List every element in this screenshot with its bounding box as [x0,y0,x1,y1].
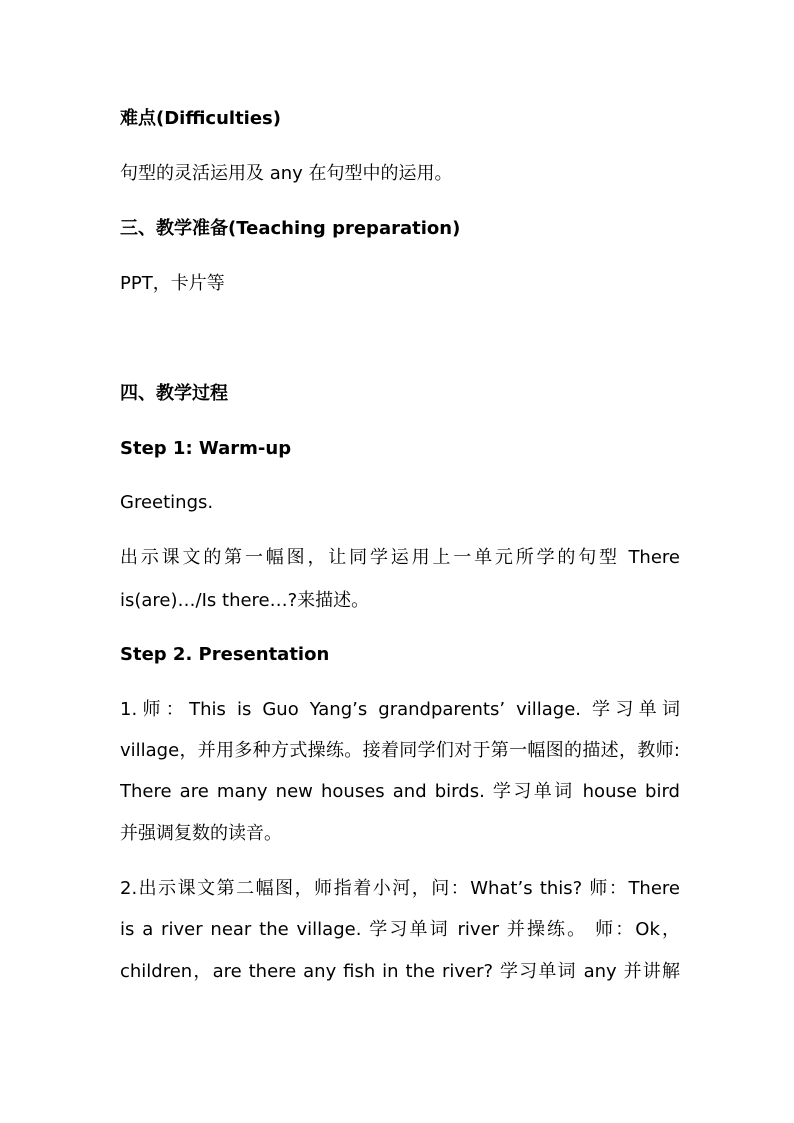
preparation-text: PPT，卡片等 [120,273,225,294]
step1-paragraph-line: is(are)…/Is there…?来描述。 [120,590,370,611]
step1-heading: Step 1: Warm-up [120,438,292,459]
step2-heading: Step 2. Presentation [120,644,330,665]
preparation-heading: 三、教学准备(Teaching preparation) [120,218,461,239]
process-heading: 四、教学过程 [120,383,228,404]
step2-item2-line: children，are there any fish in the river? 学习单词 any 并讲解 [120,961,680,982]
step1-greetings: Greetings. [120,492,214,513]
step1-paragraph-line: 出示课文的第一幅图，让同学运用上一单元所学的句型 There [120,547,680,568]
step2-item2-line: is a river near the village. 学习单词 river 并操练。 师：Ok， [120,919,680,940]
difficulties-heading: 难点(Difficulties) [120,108,281,129]
step2-item1-line: 1.师：This is Guo Yang’s grandparents’ village. 学习单词 [120,699,680,720]
step2-item1-line: There are many new houses and birds. 学习单词 house bird [120,781,680,802]
step2-item1-line: 并强调复数的读音。 [120,823,282,844]
step2-item2-line: 2.出示课文第二幅图，师指着小河，问：What’s this? 师：There [120,878,680,899]
step2-item1-line: village，并用多种方式操练。接着同学们对于第一幅图的描述，教师: [120,740,680,761]
difficulties-text: 句型的灵活运用及 any 在句型中的运用。 [120,163,453,184]
